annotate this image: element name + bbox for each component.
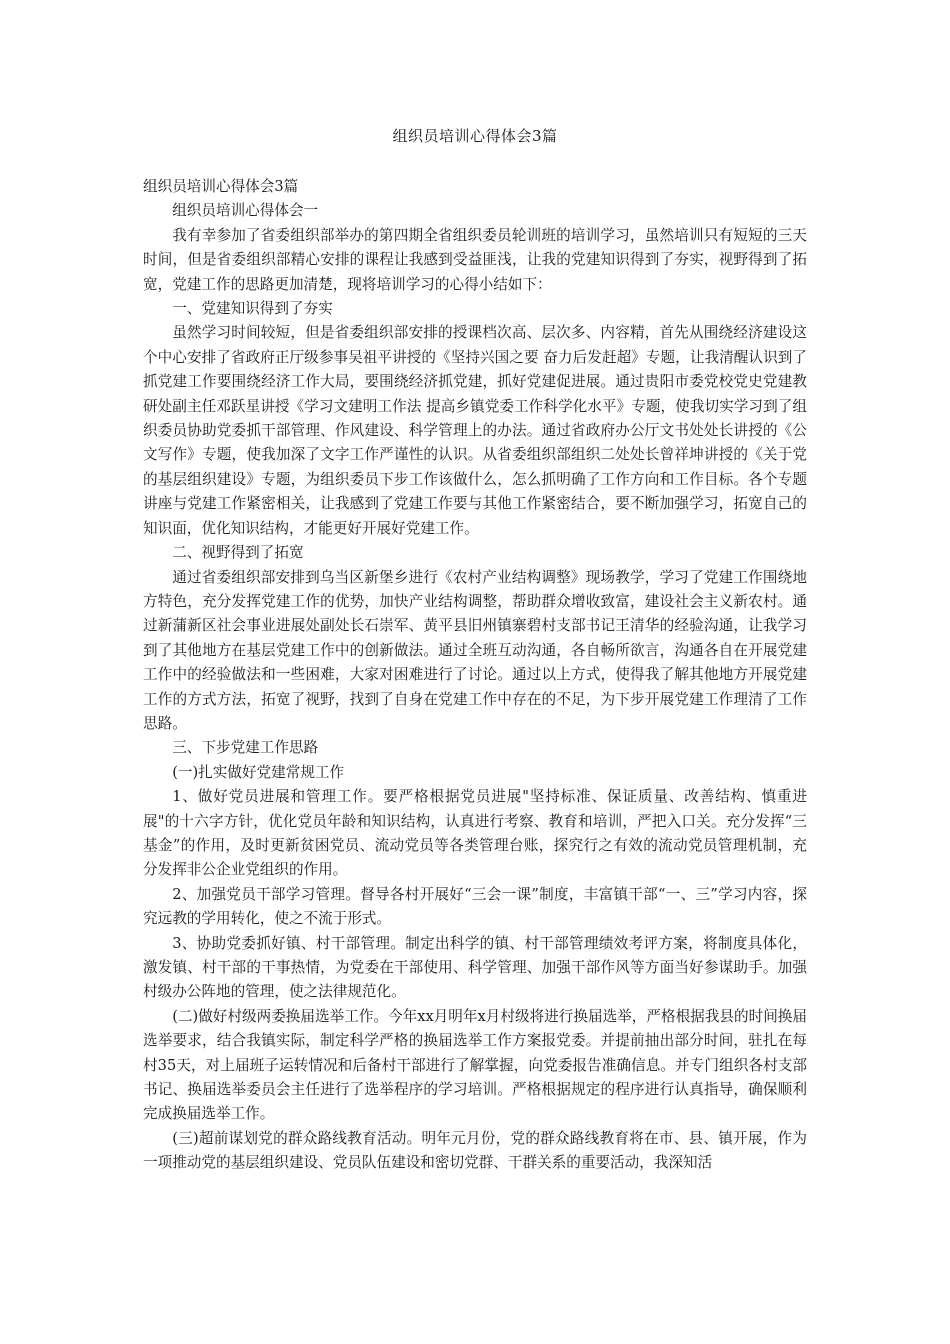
- section-heading: 三、下步党建工作思路: [172, 739, 319, 757]
- section-heading: 二、视野得到了拓宽: [172, 544, 304, 562]
- body-paragraph: (二)做好村级两委换届选举工作。今年xx月明年x月村级将进行换届选举，严格根据我县的时间换届选举要求，结合我镇实际，制定科学严格的换届选举工作方案报党委。并提前抽出部分时间，驻扎在每村35天，对上届班子运转情况和后备村干部进行了解掌握，向党委报告准确信息。并专门组织各村支部书记、换届选举委员会主任进行了选举程序的学习培训。严格根据规定的程序进行认真指导，确保顺利完成换届选举工作。: [143, 1007, 807, 1123]
- body-paragraph: 我有幸参加了省委组织部举办的第四期全省组织委员轮训班的培训学习，虽然培训只有短短的三天时间，但是省委组织部精心安排的课程让我感到受益匪浅，让我的党建知识得到了夯实，视野得到了拓宽，党建工作的思路更加清楚，现将培训学习的心得小结如下：: [143, 226, 807, 293]
- body-paragraph: 3、协助党委抓好镇、村干部管理。制定出科学的镇、村干部管理绩效考评方案，将制度具体化，激发镇、村干部的干事热情，为党委在干部使用、科学管理、加强干部作风等方面当好参谋助手。加强村级办公阵地的管理，使之法律规范化。: [143, 934, 807, 1001]
- body-paragraph: 组织员培训心得体会3篇: [143, 178, 299, 195]
- body-paragraph: (三)超前谋划党的群众路线教育活动。明年元月份，党的群众路线教育将在市、县、镇开展，作为一项推动党的基层组织建设、党员队伍建设和密切党群、干群关系的重要活动，我深知活: [143, 1129, 807, 1172]
- document-title: 组织员培训心得体会3篇: [392, 127, 558, 145]
- section-heading: 组织员培训心得体会一: [172, 202, 319, 220]
- section-heading: 一、党建知识得到了夯实: [172, 300, 333, 318]
- subsection-heading: (一)扎实做好党建常规工作: [172, 763, 345, 781]
- body-paragraph: 2、加强党员干部学习管理。督导各村开展好“三会一课”制度，丰富镇干部“一、三”学习内容，探究远教的学用转化，使之不流于形式。: [143, 885, 807, 928]
- body-paragraph: 虽然学习时间较短，但是省委组织部安排的授课档次高、层次多、内容精，首先从围绕经济建设这个中心安排了省政府正厅级参事吴祖平讲授的《坚持兴国之要 奋力后发赶超》专题，让我清醒认识到了抓党建工作要围绕经济工作大局，要围绕经济抓党建，抓好党建促进展。通过贵阳市委党校党史党建教研处副主任邓跃星讲授《学习文建明工作法 提高乡镇党委工作科学化水平》专题，使我切实学习到了组织委员协助党委抓干部管理、作风建设、科学管理上的办法。通过省政府办公厅文书处处长讲授的《公文写作》专题，使我加深了文字工作严谨性的认识。从省委组织部组织二处处长曾祥坤讲授的《关于党的基层组织建设》专题，为组织委员下步工作该做什么，怎么抓明确了工作方向和工作目标。各个专题讲座与党建工作紧密相关，让我感到了党建工作要与其他工作紧密结合，要不断加强学习，拓宽自己的知识面，优化知识结构，才能更好开展好党建工作。: [143, 324, 807, 537]
- body-paragraph: 通过省委组织部安排到乌当区新堡乡进行《农村产业结构调整》现场教学，学习了党建工作围绕地方特色，充分发挥党建工作的优势，加快产业结构调整，帮助群众增收致富，建设社会主义新农村。通过新蒲新区社会事业进展处副处长石崇军、黄平县旧州镇寨碧村支部书记王清华的经验沟通，让我学习到了其他地方在基层党建工作中的创新做法。通过全班互动沟通，各自畅所欲言，沟通各自在开展党建工作中的经验做法和一些困难，大家对困难进行了讨论。通过以上方式，使得我了解其他地方开展党建工作的方式方法，拓宽了视野，找到了自身在党建工作中存在的不足，为下步开展党建工作理清了工作思路。: [143, 568, 807, 732]
- document-body: [143, 175, 807, 1176]
- body-paragraph: 1、做好党员进展和管理工作。要严格根据党员进展"坚持标准、保证质量、改善结构、慎重进展"的十六字方针，优化党员年龄和知识结构，认真进行考察、教育和培训，严把入口关。充分发挥“三基金”的作用，及时更新贫困党员、流动党员等各类管理台账，探究行之有效的流动党员管理机制，充分发挥非公企业党组织的作用。: [143, 788, 807, 879]
